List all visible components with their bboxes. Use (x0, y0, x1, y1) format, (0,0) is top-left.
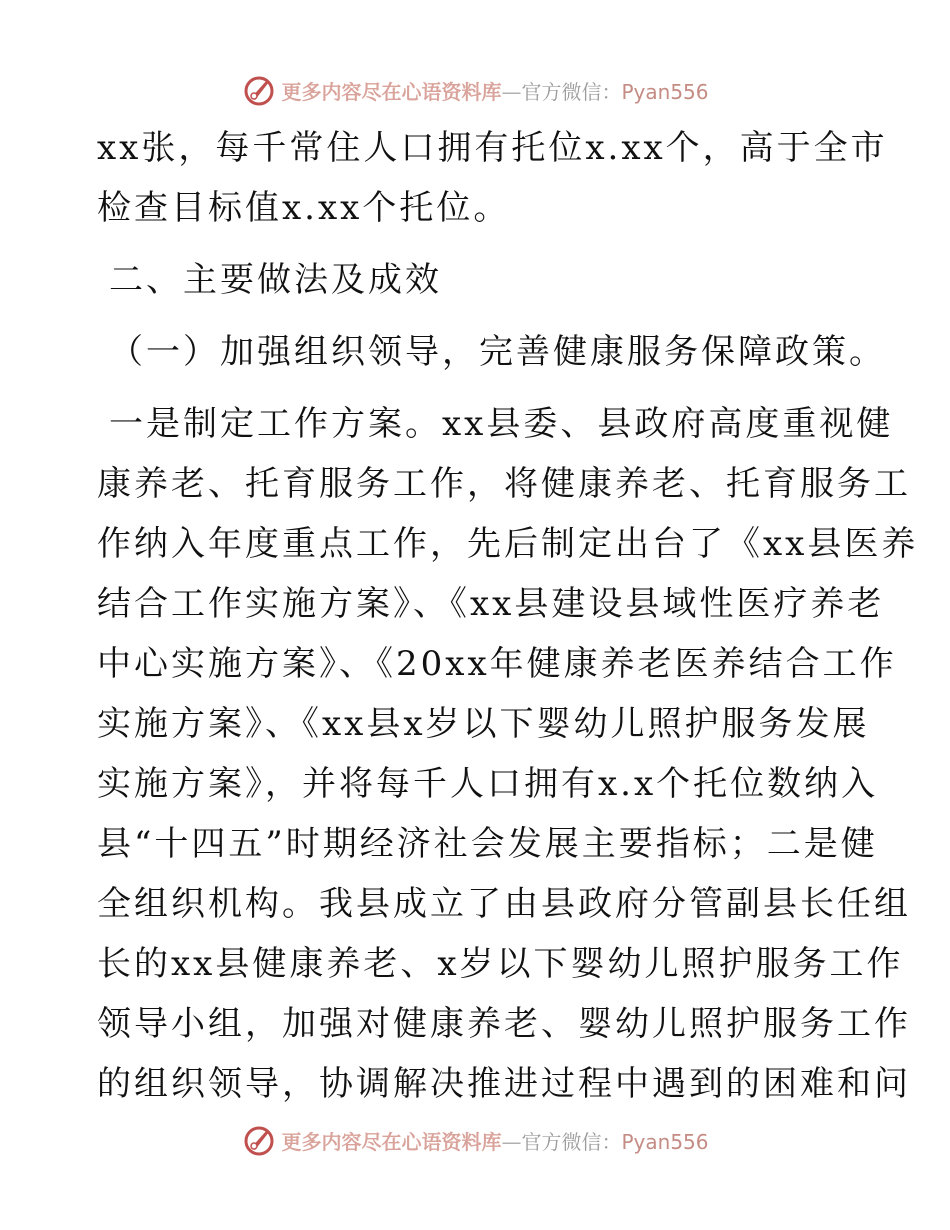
watermark-official-label: 官方微信： (521, 1129, 622, 1154)
watermark-dash: — (501, 1129, 522, 1154)
header-watermark (0, 70, 950, 110)
text-line: 检查目标值x.xx个托位。 (97, 188, 511, 228)
text-line: 实施方案》、《xx县x岁以下婴幼儿照护服务发展 (97, 704, 870, 744)
section-heading: 二、主要做法及成效 (109, 260, 442, 300)
watermark-wechat-id: Pyan556 (621, 79, 709, 104)
subsection-heading: （一）加强组织领导，完善健康服务保障政策。 (109, 332, 886, 372)
text-line: xx张，每千常住人口拥有托位x.xx个，高于全市 (97, 128, 888, 168)
footer-watermark (0, 1120, 950, 1160)
watermark-dash: — (501, 79, 522, 104)
quill-logo-icon (241, 72, 277, 108)
text-line: 康养老、托育服务工作，将健康养老、托育服务工 (97, 464, 911, 504)
watermark-brand: 更多内容尽在心语资料库 (281, 79, 502, 104)
quill-logo-icon (241, 1122, 277, 1158)
text-line: 结合工作实施方案》、《xx县建设县域性医疗养老 (97, 584, 885, 624)
text-line: 一是制定工作方案。xx县委、县政府高度重视健 (109, 404, 894, 444)
watermark-wechat-id: Pyan556 (621, 1129, 709, 1154)
paragraph-measures (97, 394, 919, 1114)
text-line: 长的xx县健康养老、x岁以下婴幼儿照护服务工作 (97, 944, 904, 984)
watermark-official-label: 官方微信： (521, 79, 622, 104)
text-line: 全组织机构。我县成立了由县政府分管副县长任组 (97, 884, 911, 924)
text-line: 实施方案》，并将每千人口拥有x.x个托位数纳入 (97, 764, 879, 804)
text-line: 作纳入年度重点工作，先后制定出台了《xx县医养 (97, 524, 919, 564)
document-body (97, 118, 919, 1114)
text-line: 领导小组，加强对健康养老、婴幼儿照护服务工作 (97, 1004, 911, 1044)
text-line: 的组织领导，协调解决推进过程中遇到的困难和问 (97, 1064, 911, 1104)
text-line: 县“十四五”时期经济社会发展主要指标；二是健 (97, 824, 878, 864)
paragraph-intro-continuation (97, 118, 888, 238)
watermark-brand: 更多内容尽在心语资料库 (281, 1129, 502, 1154)
text-line: 中心实施方案》、《20xx年健康养老医养结合工作 (97, 644, 897, 684)
